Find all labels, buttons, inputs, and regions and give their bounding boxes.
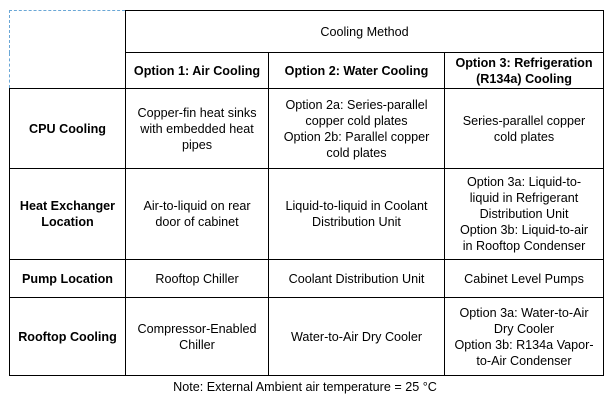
cell-air-heat-exchanger: [126, 169, 269, 260]
cell-line: to-Air Condenser: [476, 353, 572, 368]
row-label-rooftop-cooling: [10, 298, 126, 376]
cell-refrigeration-cpu: [445, 89, 604, 169]
column-header-air-cooling: [126, 53, 269, 89]
cell-line: Chiller: [179, 337, 215, 352]
cell-line: pipes: [181, 137, 213, 152]
cell-line: Dry Cooler: [493, 321, 555, 336]
column-header-line: Option 2: Water Cooling: [284, 63, 429, 78]
cell-line: Option 3a: Water-to-Air: [459, 305, 589, 320]
row-label-cpu-cooling: [10, 89, 126, 169]
column-header-line: (R134a) Cooling: [476, 71, 572, 86]
cell-line: Option 3a: Liquid-to-: [466, 175, 582, 189]
cell-air-pump: [126, 260, 269, 298]
cooling-method-header: [126, 11, 604, 53]
cell-line: Cabinet Level Pumps: [464, 271, 584, 286]
cell-line: liquid in Refrigerant: [469, 191, 579, 205]
column-header-line: Option 3: Refrigeration: [455, 55, 593, 70]
cooling-method-table: [9, 10, 604, 376]
cell-water-heat-exchanger: [269, 169, 445, 260]
cell-air-rooftop: [126, 298, 269, 376]
cell-refrigeration-rooftop: [445, 298, 604, 376]
cell-refrigeration-heat-exchanger: [445, 169, 604, 260]
cell-line: Option 2b: Parallel copper: [283, 129, 430, 144]
cell-line: in Rooftop Condenser: [462, 239, 586, 253]
cell-line: Series-parallel copper: [462, 113, 586, 128]
cell-line: Air-to-liquid on rear: [143, 199, 251, 213]
row-label-line: CPU Cooling: [29, 121, 106, 136]
cell-line: Copper-fin heat sinks: [137, 105, 257, 120]
row-label-line: Rooftop Cooling: [18, 329, 117, 344]
ambient-temperature-note: Note: External Ambient air temperature = 25 °C: [173, 380, 437, 394]
column-header-water-cooling: [269, 53, 445, 89]
cell-line: with embedded heat: [140, 121, 254, 136]
cell-line: door of cabinet: [155, 215, 239, 229]
cell-air-cpu: [126, 89, 269, 169]
table-row-rooftop-cooling: [10, 298, 604, 376]
cell-line: Distribution Unit: [479, 207, 569, 221]
cell-line: Distribution Unit: [312, 215, 401, 229]
cell-line: Compressor-Enabled: [137, 321, 257, 336]
table-row-pump-location: [10, 260, 604, 298]
table-row-heat-exchanger-location: [10, 169, 604, 260]
cell-line: copper cold plates: [305, 113, 408, 128]
row-label-pump-location: [10, 260, 126, 298]
corner-cell: [10, 11, 126, 89]
column-header-refrigeration-cooling: [445, 53, 604, 89]
cell-line: Option 2a: Series-parallel: [285, 97, 428, 112]
cell-line: Water-to-Air Dry Cooler: [290, 329, 423, 344]
row-label-line: Heat Exchanger: [19, 199, 116, 213]
row-label-line: Location: [41, 215, 94, 229]
cell-water-cpu: [269, 89, 445, 169]
row-label-line: Pump Location: [22, 271, 113, 286]
column-header-line: Option 1: Air Cooling: [133, 63, 261, 78]
table-row-cpu-cooling: [10, 89, 604, 169]
cell-water-rooftop: [269, 298, 445, 376]
cell-line: Coolant Distribution Unit: [288, 271, 425, 286]
row-label-heat-exchanger-location: [10, 169, 126, 260]
cell-refrigeration-pump: [445, 260, 604, 298]
cell-line: cold plates: [326, 145, 387, 160]
cooling-method-header-text: Cooling Method: [320, 24, 409, 39]
cell-line: Rooftop Chiller: [155, 271, 239, 286]
cell-line: Option 3b: R134a Vapor-: [454, 337, 594, 352]
cell-water-pump: [269, 260, 445, 298]
cell-line: Liquid-to-liquid in Coolant: [285, 199, 428, 213]
cell-line: Option 3b: Liquid-to-air: [459, 223, 589, 237]
cell-line: cold plates: [493, 129, 555, 144]
